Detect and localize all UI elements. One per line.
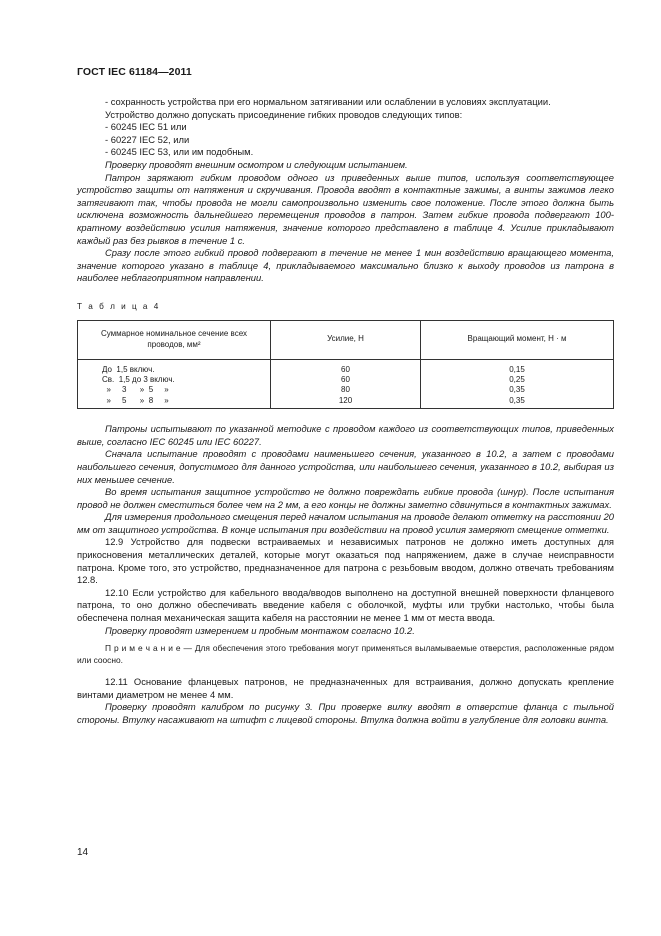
list-item: - 60245 IEC 51 или — [105, 121, 187, 133]
document-header: ГОСТ IEC 61184—2011 — [77, 66, 192, 78]
list-item: - 60227 IEC 52, или — [105, 133, 190, 145]
table-cell: 0,15 — [421, 359, 614, 375]
list-item: - 60245 IEC 53, или им подобным. — [105, 146, 254, 158]
intro-section — [77, 96, 614, 285]
note-label: П р и м е ч а н и е — [105, 643, 181, 654]
paragraph: Сначала испытание проводят с проводами наименьшего сечения, указанного в 10.2, а затем с проводами наибольшего сечения, допустимого для данного устройства, или наибольшего сечения, указанного в 10.2, выбирая из них меньшее сечение. — [77, 448, 614, 485]
main-section — [77, 423, 614, 637]
paragraph: Патрон заряжают гибким проводом одного из приведенных выше типов, используя соответствующее устройство защиты от натяжения и скручивания. Провода вводят в контактные зажимы, а винты зажимов легко затягивают так, чтобы провода не могли самопроизвольно изменить свое положение. После этого должна быть исключена возможность дальнейшего перемещения проводов в патрон. Затем гибкие провода подвергают 100-кратному воздействию усилия натяжения, значение которого представлено в таблице 4. Усилие прикладывают каждый раз без рывков в течение 1 с. — [77, 171, 614, 246]
table-row — [78, 385, 614, 395]
table-header-cell: Суммарное номинальное сечение всех проводов, мм² — [78, 320, 271, 359]
table-cell: 0,35 — [421, 396, 614, 409]
table-cell: 60 — [270, 359, 420, 375]
paragraph: - сохранность устройства при его нормальном затягивании или ослаблении в условиях эксплуатации. — [105, 96, 551, 107]
data-table — [77, 320, 614, 410]
clause-12-9: 12.9 Устройство для подвески встраиваемых и независимых патронов не должно иметь доступных для прикосновения металлических деталей, которые могут оказаться под напряжением, даже в случае неисправности патрона. Кроме того, это устройство, предназначенное для патрона с резьбовым вводом, должно отвечать требованиям 12.8. — [77, 536, 614, 586]
table-cell: 60 — [270, 375, 420, 385]
tail-section — [77, 676, 614, 726]
table-header-row — [78, 320, 614, 359]
paragraph: Сразу после этого гибкий провод подвергают в течение не менее 1 мин воздействию вращающего момента, значение которого указано в таблице 4, прикладываемого максимально близко к выходу проводов из патрона в наиболее неблагоприятном направлении. — [77, 247, 614, 284]
table-cell: До 1,5 включ. — [78, 359, 271, 375]
table-cell: 120 — [270, 396, 420, 409]
table-cell: 0,25 — [421, 375, 614, 385]
clause-12-10: 12.10 Если устройство для кабельного ввода/вводов выполнено на доступной внешней поверхности фланцевого патрона, то оно должно обеспечивать введение кабеля с оболочкой, муфты или трубки настолько, чтобы была обеспечена полная механическая защита кабеля на расстоянии не менее 1 мм от места ввода. — [77, 586, 614, 624]
table-row — [78, 396, 614, 409]
note-text: — Для обеспечения этого требования могут применяться выламываемые отверстия, расположенные рядом или соосно. — [77, 643, 614, 666]
document-body — [77, 96, 614, 727]
paragraph: Во время испытания защитное устройство не должно повреждать гибкие провода (шнур). После испытания провод не должен сместиться более чем на 2 мм, а его концы не должны заметно сдвинуться в контактных зажимах. — [77, 486, 614, 510]
paragraph: Проверку проводят внешним осмотром и следующим испытанием. — [105, 158, 408, 170]
clause-12-11: 12.11 Основание фланцевых патронов, не предназначенных для встраивания, должно допускать крепление винтами диаметром не менее 4 мм. — [77, 676, 614, 700]
table-row — [78, 375, 614, 385]
table-row — [78, 359, 614, 375]
table-cell: Св. 1,5 до 3 включ. — [78, 375, 271, 385]
paragraph: Устройство должно допускать присоединение гибких проводов следующих типов: — [105, 108, 463, 120]
paragraph: Проверку проводят калибром по рисунку 3. При проверке вилку вводят в отверстие фланца с тыльной стороны. Втулку насаживают на штифт с лицевой стороны. Втулка должна войти в углубление для головки винта. — [77, 701, 614, 725]
paragraph: Патроны испытывают по указанной методике с проводом каждого из соответствующих типов, приведенных выше, согласно IEC 60245 или IEC 60227. — [77, 423, 614, 447]
table-cell: » 3 » 5 » — [78, 385, 271, 395]
table-header-cell: Вращающий момент, Н · м — [421, 320, 614, 359]
table-header-cell: Усилие, Н — [270, 320, 420, 359]
note — [77, 642, 614, 666]
table-caption: Т а б л и ц а 4 — [77, 301, 161, 311]
table-cell: » 5 » 8 » — [78, 396, 271, 409]
paragraph: Проверку проводят измерением и пробным монтажом согласно 10.2. — [105, 624, 415, 636]
paragraph: Для измерения продольного смещения перед началом испытания на проводе делают отметку на расстоянии 20 мм от защитного устройства. В конце испытания при воздействии на провод усилия замеряют смещение отметки. — [77, 511, 614, 535]
page-number: 14 — [77, 847, 89, 858]
table-cell: 0,35 — [421, 385, 614, 395]
table-cell: 80 — [270, 385, 420, 395]
